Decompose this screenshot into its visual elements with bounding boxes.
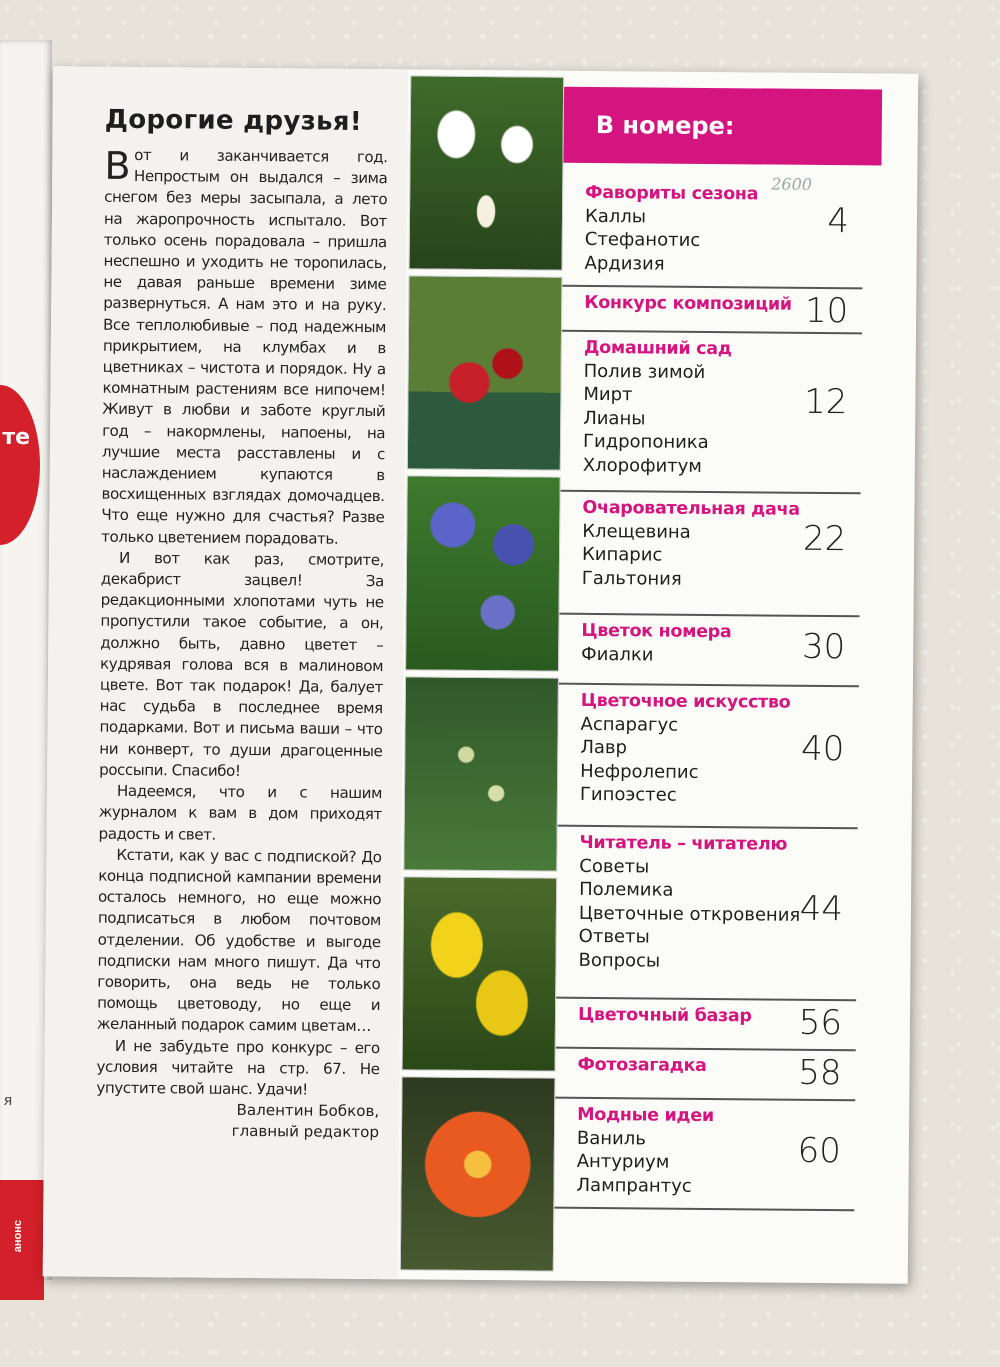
toc-page-number: 58: [798, 1052, 842, 1094]
signature-name: Валентин Бобков,: [236, 1101, 380, 1121]
toc-section[interactable]: [558, 685, 859, 830]
toc-section[interactable]: [561, 332, 862, 495]
toc-section[interactable]: [562, 174, 863, 290]
toc-section[interactable]: [554, 1099, 855, 1212]
table-of-contents: [554, 87, 874, 1280]
lampranthus-photo: [400, 1076, 556, 1272]
toc-page-number: 12: [803, 381, 848, 423]
violet-photo: [405, 476, 561, 672]
toc-item[interactable]: Лавр: [580, 737, 628, 759]
calla-photo: [409, 75, 565, 271]
toc-section[interactable]: [559, 615, 860, 688]
toc-section-title[interactable]: Очаровательная дача: [582, 497, 800, 520]
magazine-spread: [43, 66, 919, 1284]
toc-item[interactable]: Ответы: [578, 926, 650, 948]
toc-item[interactable]: Гипоэстес: [579, 784, 677, 806]
toc-item[interactable]: Каллы: [584, 205, 647, 228]
toc-section[interactable]: [555, 1049, 855, 1102]
toc-item[interactable]: Лианы: [583, 407, 646, 430]
toc-item[interactable]: Мирт: [583, 384, 633, 406]
red-badge: [0, 385, 40, 545]
toc-item[interactable]: Стефанотис: [584, 229, 701, 252]
ardisia-photo: [407, 276, 563, 472]
toc-page-number: 44: [799, 888, 844, 930]
text-fragment: я: [4, 1092, 13, 1109]
toc-section-title[interactable]: Модные идеи: [577, 1104, 714, 1127]
toc-section[interactable]: [556, 999, 856, 1052]
toc-page-number: 56: [798, 1002, 843, 1044]
toc-item[interactable]: Ваниль: [576, 1127, 647, 1150]
toc-page-number: 60: [797, 1130, 842, 1172]
toc-item[interactable]: Полив зимой: [583, 360, 706, 383]
toc-header: [563, 87, 882, 166]
toc-item[interactable]: Советы: [579, 855, 650, 878]
toc-item[interactable]: Ардизия: [584, 252, 665, 275]
toc-header-title: В номере:: [595, 110, 735, 141]
editorial-paragraph: И вот как раз, смотрите, декабрист зацвел! За редакционными хлопотами чуть не пропустили такое событие, а он, должно быть, давно цветет – кудрявая голова вся в малиновом цвете. Вот так подарок! Да, балует нас судьба в последнее время подарками. Вот и письма ваши – что ни конверт, то души драгоценные россыпи. Спасибо!: [99, 548, 385, 780]
toc-section-title[interactable]: Цветочное искусство: [580, 690, 791, 713]
toc-item[interactable]: Фиалки: [581, 643, 654, 666]
toc-section-title[interactable]: Фавориты сезона: [585, 182, 759, 205]
toc-section[interactable]: [556, 827, 857, 1002]
toc-section[interactable]: [562, 287, 862, 335]
toc-item[interactable]: Лампрантус: [576, 1174, 692, 1197]
editorial-paragraph: И не забудьте про конкурс – его условия читайте на стр. 67. Не упустите свой шанс. Удачи!: [96, 1036, 380, 1099]
handwritten-note: 2600: [771, 174, 813, 194]
badge-text-fragment: те: [2, 425, 30, 450]
spine-label-bar: [0, 1180, 44, 1300]
toc-item[interactable]: Антуриум: [576, 1151, 670, 1174]
editorial-paragraph: Вот и заканчивается год. Непростым он выдался – зима снегом без меры засыпала, а лето на жаропрочность испытало. Вот только осень порадовала – пришла неспешно и уходить не торопилась, не давая раньше времени зиме развернуться. А нам это и на руку. Все теплолюбивые – под надежным прикрытием, на клумбах и в цветниках – чистота и порядок. Ну а комнатным растениям все нипочем! Живут в любви и заботе круглый год – накормлены, напоены, на лучшие места расставлены и с наслаждением купаются в восхищенных взглядах домочадцев. Что еще нужно для счастья? Разве только цветением порадовать.: [101, 143, 388, 548]
toc-item[interactable]: Вопросы: [578, 949, 661, 972]
toc-item[interactable]: Кипарис: [581, 544, 663, 566]
editorial-title: Дорогие друзья!: [104, 104, 363, 137]
toc-page-number: 10: [804, 290, 849, 332]
toc-page-number: 40: [800, 728, 845, 770]
spine-label: анонс: [12, 1220, 24, 1253]
toc-page-number: 22: [802, 518, 847, 560]
signature-role: главный редактор: [231, 1122, 380, 1142]
toc-section-title[interactable]: Читатель – читателю: [579, 832, 788, 855]
editorial-paragraph: Надеемся, что и с нашим журналом к вам в дом приходят радость и свет.: [98, 781, 383, 844]
toc-page-number: 30: [801, 626, 846, 668]
toc-item[interactable]: Гидропоника: [582, 431, 709, 454]
toc-item[interactable]: Нефролепис: [580, 760, 699, 783]
toc-section-title[interactable]: Домашний сад: [583, 337, 732, 360]
toc-item[interactable]: Полемика: [579, 879, 674, 902]
toc-item[interactable]: Клещевина: [582, 520, 691, 543]
toc-item[interactable]: Аспарагус: [580, 713, 679, 736]
toc-section-title[interactable]: Цветок номера: [581, 620, 732, 643]
photo-strip: [400, 75, 564, 1271]
toc-section[interactable]: [560, 492, 861, 618]
toc-section-title[interactable]: Конкурс композиций: [584, 292, 792, 315]
laurel-photo: [403, 676, 559, 872]
vanilla-photo: [402, 876, 558, 1072]
editorial-column: [43, 66, 409, 1279]
toc-item[interactable]: Хлорофитум: [582, 454, 703, 477]
editorial-paragraph: Кстати, как у вас с подпиской? До конца подписной кампании времени осталось немного, но еще можно подписаться в любом почтовом отделении. Об удобстве и выгоде подписки нам много пишут. Да что говорить, она ведь не только помощь цветоводу, но еще и желанный подарок самим цветам…: [96, 845, 382, 1036]
toc-section-title[interactable]: Фотозагадка: [577, 1054, 707, 1076]
toc-section-title[interactable]: Цветочный базар: [577, 1004, 752, 1027]
toc-page-number: 4: [827, 201, 850, 242]
toc-item[interactable]: Гальтония: [581, 567, 682, 590]
toc-item[interactable]: Цветочные откровения: [578, 902, 801, 926]
